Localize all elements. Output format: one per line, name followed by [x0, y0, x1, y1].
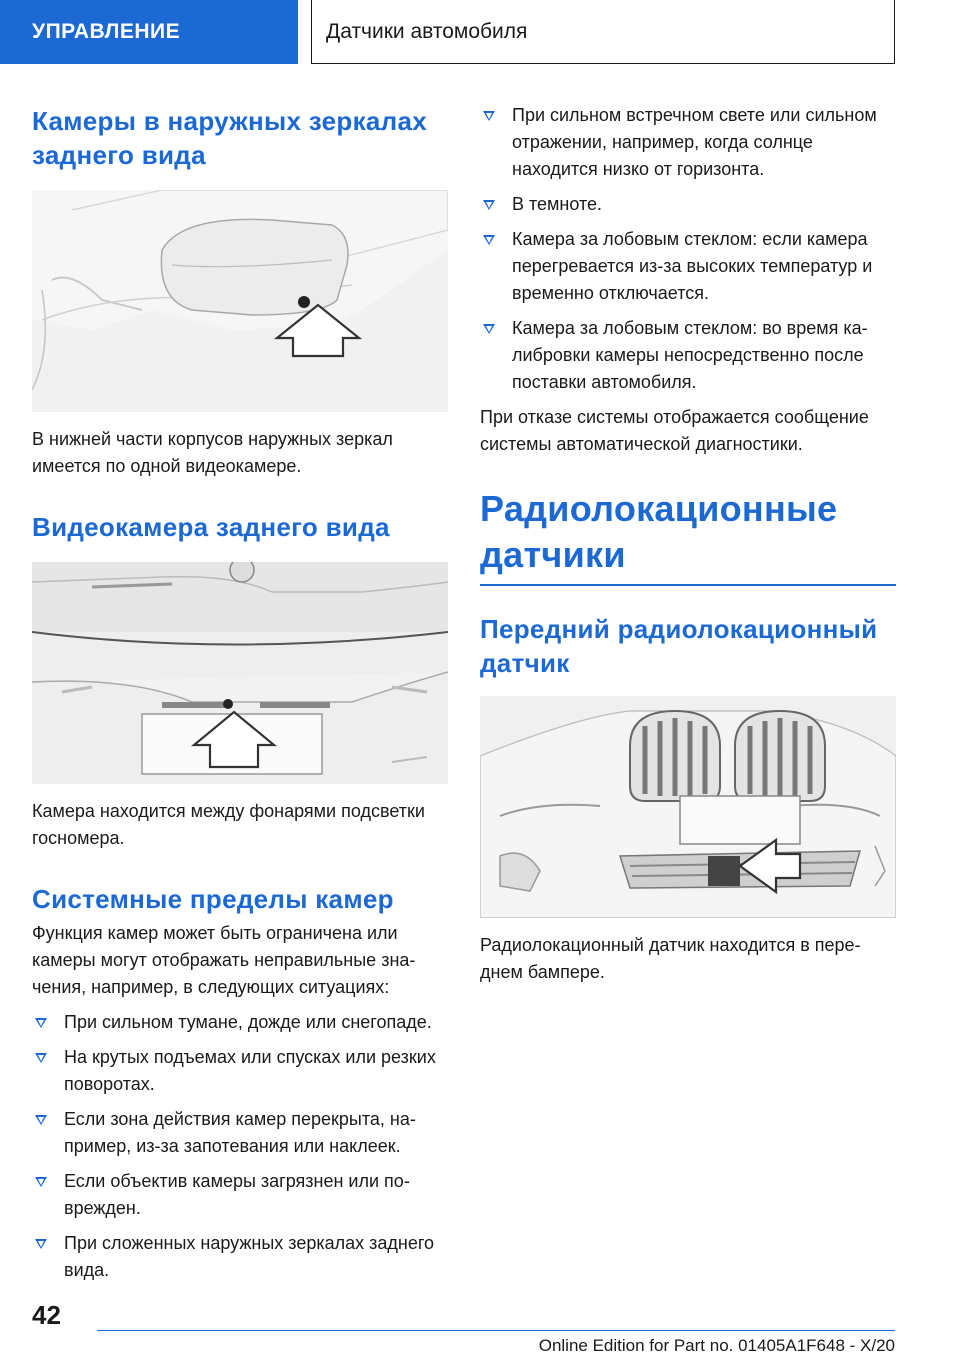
page-number: 42: [32, 1300, 61, 1330]
list-item: При сильном встречном свете или сильном отражении, например, когда солнце находится низко от горизонта.: [480, 102, 896, 183]
mirror-cameras-text: В нижней части корпусов наружных зеркал имеется по одной видеокамере.: [32, 429, 393, 476]
heading-mirror-cameras: Камеры в наружных зеркалах заднего вида: [32, 106, 427, 170]
chapter-title: Датчики автомобиля: [311, 0, 895, 64]
front-radar-text: Радиолокационный датчик находится в переднем бампере.: [480, 935, 861, 982]
edition-footer: Online Edition for Part no. 01405A1F648 - X/20: [538, 1336, 895, 1355]
system-limits-list: [32, 1009, 448, 1284]
footer-divider: [97, 1330, 895, 1331]
bullet-triangle-icon: [35, 1053, 47, 1063]
section-tab: УПРАВЛЕНИЕ: [0, 0, 298, 64]
list-item: Если зона действия камер перекрыта, например, из-за запотевания или наклеек.: [32, 1106, 448, 1160]
heading-front-radar: Передний радиолокационный датчик: [480, 614, 878, 678]
heading-radar-sensors: Радиолокационные датчики: [480, 488, 838, 575]
system-limits-intro: Функция камер может быть ограничена или камеры могут отображать неправильные значения, например, в следующих ситуациях:: [32, 923, 416, 997]
bullet-triangle-icon: [35, 1115, 47, 1125]
list-item: На крутых подъемах или спусках или резких поворотах.: [32, 1044, 448, 1098]
rear-camera-illustration: [32, 562, 448, 784]
list-item: При сложенных наружных зеркалах заднего вида.: [32, 1230, 448, 1284]
bullet-triangle-icon: [483, 324, 495, 334]
list-item: Камера за лобовым стеклом: во время калибровки камеры непосредственно после поставки автомобиля.: [480, 315, 896, 396]
list-item: Если объектив камеры загрязнен или поврежден.: [32, 1168, 448, 1222]
bullet-triangle-icon: [35, 1018, 47, 1028]
system-limits-list-continued: [480, 102, 896, 396]
rear-camera-text: Камера находится между фонарями подсветки госномера.: [32, 801, 425, 848]
heading-system-limits: Системные пределы камер: [32, 884, 394, 914]
list-item: В темноте.: [480, 191, 896, 218]
list-item: Камера за лобовым стеклом: если камера перегревается из-за высоких температур и временно отключается.: [480, 226, 896, 307]
failure-text: При отказе системы отображается сообщение системы автоматической диагностики.: [480, 407, 869, 454]
section-divider: [480, 584, 896, 586]
bullet-triangle-icon: [483, 235, 495, 245]
bullet-triangle-icon: [35, 1239, 47, 1249]
front-radar-illustration: [480, 696, 896, 918]
heading-rear-camera: Видеокамера заднего вида: [32, 512, 390, 542]
list-item: При сильном тумане, дожде или снегопаде.: [32, 1009, 448, 1036]
left-column: [32, 100, 448, 1284]
bullet-triangle-icon: [483, 111, 495, 121]
bullet-triangle-icon: [483, 200, 495, 210]
right-column: [480, 100, 896, 986]
mirror-camera-illustration: [32, 190, 448, 412]
bullet-triangle-icon: [35, 1177, 47, 1187]
